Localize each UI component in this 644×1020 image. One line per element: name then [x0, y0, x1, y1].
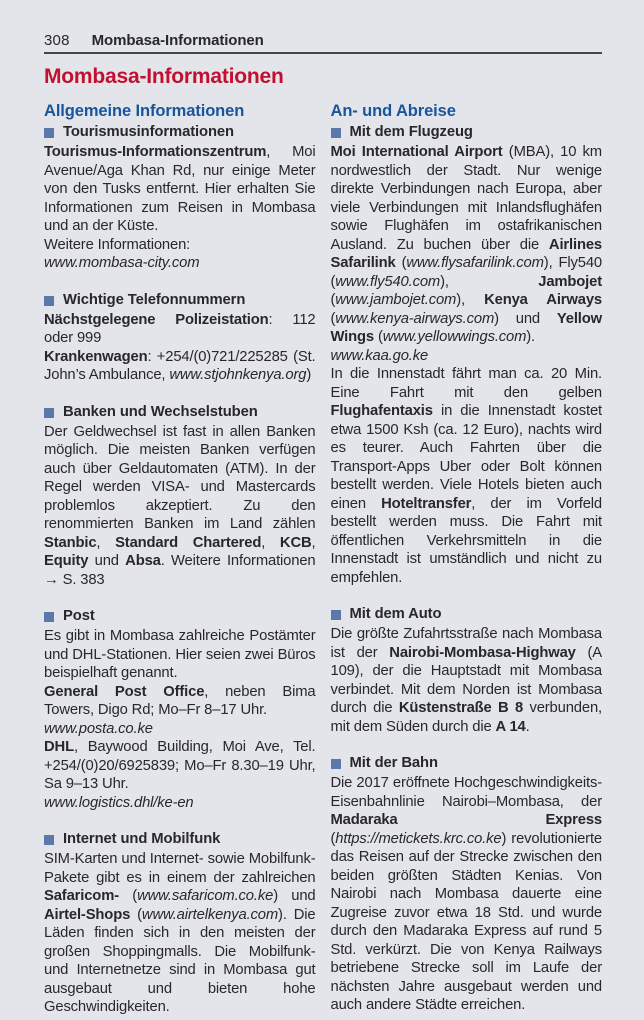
page-number: 308 [44, 32, 70, 49]
paragraph [44, 794, 316, 813]
subsection-title: Mit der Bahn [349, 755, 438, 771]
body-text: . [525, 718, 530, 735]
square-bullet-icon [331, 759, 341, 769]
body-text: : 112 oder 999 [44, 311, 316, 346]
square-bullet-icon [331, 610, 341, 620]
paragraph [44, 143, 316, 236]
subsection-heading [331, 754, 603, 773]
paragraph [44, 423, 316, 590]
subsection-heading [44, 291, 316, 310]
subsection-heading [44, 607, 316, 626]
paragraph [44, 627, 316, 683]
paragraph [331, 774, 603, 1015]
emphasized-text: General Post Office [44, 683, 205, 700]
column-heading-left: Allgemeine Informationen [44, 102, 245, 120]
subsection-heading [44, 123, 316, 142]
subsection-heading [44, 830, 316, 849]
body-text: (MBA), 10 km nordwestlich der Stadt. Nur wenige direkte Verbindungen nach Europa, aber viele Verbindungen mit Inlandsflughäfen sowie Flughäfen im ostafrikanischen Ausland. Zu buchen über die [330, 144, 602, 253]
paragraph [44, 683, 316, 720]
body-text: ) und [273, 888, 316, 904]
body-text: ), [440, 273, 539, 290]
column-heading-right: An- und Abreise [330, 102, 456, 120]
emphasized-text: Yellow Wings [330, 310, 602, 345]
section-mit-dem-flugzeug [331, 123, 603, 587]
url-text: www.jambojet.com [335, 292, 457, 308]
subsection-title: Post [63, 608, 95, 624]
paragraph [331, 625, 603, 736]
emphasized-text: KCB [279, 534, 312, 551]
emphasized-text: A 14 [495, 718, 526, 735]
subsection-title: Internet und Mobilfunk [63, 831, 221, 847]
square-bullet-icon [44, 612, 54, 622]
subsection-heading [331, 605, 603, 624]
column-left [44, 101, 316, 1017]
column-right [331, 101, 603, 1017]
body-text: ), Fly540 ( [330, 255, 602, 290]
section-internet-und-mobilfunk [44, 830, 316, 1017]
body-text: ( [374, 329, 383, 345]
columns [44, 101, 602, 1017]
url-text: www.kaa.go.ke [330, 347, 429, 364]
paragraph [331, 365, 603, 587]
square-bullet-icon [44, 128, 54, 138]
url-text: www.airtelkenya.com [141, 906, 279, 923]
paragraph [331, 347, 603, 366]
paragraph [44, 738, 316, 794]
subsection-title: Tourismusinformationen [63, 124, 234, 140]
emphasized-text: Absa [125, 553, 161, 569]
body-text: ( [130, 906, 142, 923]
body-text: ). Die Läden finden sich in den meisten der großen Shoppingmalls. Die Mobilfunk- und Internetnetze sind in Mombasa gut ausgebaut und bieten hohe Geschwindigkeiten. [44, 906, 316, 1015]
url-text: www.yellowwings.com [382, 329, 527, 345]
emphasized-text: Airtel-Shops [44, 906, 131, 923]
section-tourismusinformationen [44, 123, 316, 273]
body-text: , [96, 534, 116, 551]
emphasized-text: Airlines Safarilink [330, 236, 602, 271]
body-text: ( [395, 255, 407, 271]
chapter-title: Mombasa-Informationen [44, 65, 284, 88]
body-text: ), [456, 292, 485, 308]
section-wichtige-telefonnummern [44, 291, 316, 385]
emphasized-text: Kenya Airways [484, 292, 602, 308]
paragraph [331, 143, 603, 347]
emphasized-text: DHL [44, 739, 74, 755]
subsection-title: Wichtige Telefonnummern [63, 291, 246, 308]
emphasized-text: Küstenstraße B 8 [398, 700, 524, 716]
url-text: www.safaricom.co.ke [137, 888, 274, 904]
section-mit-dem-auto [331, 605, 603, 736]
body-text: In die Innenstadt fährt man ca. 20 Min. Eine Fahrt mit den gelben [330, 366, 602, 401]
body-text: , der im Vorfeld bestellt werden muss. Die Fahrt mit öffentlichen Verkehrsmitteln in die Innenstadt ist umständlich und nicht zu empfehlen. [330, 495, 602, 586]
body-text: ( [330, 830, 336, 847]
emphasized-text: Equity [44, 553, 89, 569]
subsection-heading [44, 403, 316, 422]
body-text: ). [526, 329, 536, 345]
paragraph [44, 720, 316, 739]
url-text: www.logistics.dhl/ke-en [44, 794, 194, 811]
emphasized-text: Tourismus-Informationszentrum [44, 144, 267, 160]
body-text: in die Innenstadt kostet etwa 1500 Ksh (ca. 12 Euro), nachts wird es teurer. Auch Fahrten über die Transport-Apps Uber oder Bolt können bestellt werden. Viele Hotels bieten auch einen [330, 403, 602, 512]
body-text: , [261, 534, 280, 551]
square-bullet-icon [44, 408, 54, 418]
emphasized-text: Madaraka Express [330, 812, 602, 828]
subsection-title: Mit dem Auto [349, 606, 442, 622]
url-text: www.flysafarilink.com [406, 255, 544, 271]
url-text: www.posta.co.ke [44, 720, 153, 737]
body-text: Der Geldwechsel ist fast in allen Banken möglich. Die meisten Banken verfügen auch über Geldautomaten (ATM). In der Regel werden VISA- und Mastercards problemlos akzeptiert. Zu den renommierten Banken im Land zählen [44, 423, 316, 532]
body-text: Die 2017 eröffnete Hochgeschwindigkeits-Eisenbahnlinie Nairobi–Mombasa, der [330, 775, 602, 810]
body-text: ( [330, 310, 336, 327]
body-text: SIM-Karten und Internet- sowie Mobilfunk-Pakete gibt es in einem der zahlreichen [44, 851, 316, 886]
body-text: und [88, 553, 126, 569]
emphasized-text: Hoteltransfer [381, 495, 472, 512]
paragraph [44, 850, 316, 1017]
url-text: www.mombasa-city.com [44, 255, 200, 271]
subsection-heading [331, 123, 603, 142]
body-text: (A 109), der die Hauptstadt mit Mombasa verbindet. Mit dem Norden ist Mombasa durch die [330, 644, 602, 716]
body-text: . Weitere Informationen → S. 383 [44, 553, 316, 588]
url-text: www.stjohnkenya.org [169, 367, 307, 383]
body-text: Weitere Informationen: [44, 236, 191, 253]
body-text: , [311, 534, 316, 551]
body-text: ) [306, 367, 312, 383]
url-text: https://metickets.krc.co.ke [335, 830, 502, 847]
running-head-title: Mombasa-Informationen [91, 32, 264, 49]
section-mit-der-bahn [331, 754, 603, 1015]
square-bullet-icon [44, 835, 54, 845]
paragraph [44, 236, 316, 255]
body-text: verbunden, mit dem Süden durch die [330, 700, 602, 735]
section-post [44, 607, 316, 812]
body-text: ( [330, 292, 336, 308]
subsection-title: Banken und Wechselstuben [63, 403, 258, 420]
emphasized-text: Nächstgelegene Polizeistation [44, 311, 269, 328]
body-text: ) und [494, 310, 557, 327]
body-text: , Baywood Building, Moi Ave, Tel. +254/(0)20/6925839; Mo–Fr 8.30–19 Uhr, Sa 9–13 Uhr. [44, 739, 316, 792]
emphasized-text: Jambojet [538, 273, 602, 290]
body-text: : +254/(0)721/225285 (St. John’s Ambulance, [44, 348, 316, 383]
paragraph [44, 254, 316, 273]
url-text: www.fly540.com [335, 273, 441, 290]
body-text: , neben Bima Towers, Digo Rd; Mo–Fr 8–17 Uhr. [44, 683, 316, 718]
paragraph [44, 348, 316, 385]
section-banken-und-wechselstuben [44, 403, 316, 590]
emphasized-text: Standard Chartered [115, 534, 262, 551]
body-text: ) revolutionierte das Reisen auf der Strecke zwischen den beiden größten Städten Kenias. Von Nairobi nach Mombasa dauerte eine Zugreise zuvor etwa 18 Std. und wurde durch den Madaraka Express auf rund 5 Std. verkürzt. Die von Kenya Railways betriebene Strecke soll im Laufe der nächsten Jahre ausgebaut werden und auch andere Städte erreichen. [330, 830, 602, 1013]
emphasized-text: Safaricom- [44, 888, 119, 904]
emphasized-text: Flughafentaxis [330, 403, 433, 419]
body-text: , Moi Avenue/Aga Khan Rd, nur einige Meter von den Tusks entfernt. Hier erhalten Sie Informationen zum Reisen in Mombasa und an der Küste. [44, 144, 316, 234]
paragraph [44, 311, 316, 348]
emphasized-text: Nairobi-Mombasa-Highway [389, 644, 576, 661]
url-text: www.kenya-airways.com [335, 310, 495, 327]
running-head [44, 32, 602, 54]
square-bullet-icon [331, 128, 341, 138]
square-bullet-icon [44, 296, 54, 306]
emphasized-text: Krankenwagen [44, 348, 148, 365]
body-text: Es gibt in Mombasa zahlreiche Postämter und DHL-Stationen. Hier seien zwei Büros beispielhaft genannt. [44, 628, 316, 681]
body-text: Die größte Zufahrtsstraße nach Mombasa ist der [330, 626, 602, 661]
emphasized-text: Stanbic [44, 534, 97, 551]
subsection-title: Mit dem Flugzeug [349, 124, 473, 140]
body-text: ( [118, 888, 138, 904]
emphasized-text: Moi International Airport [330, 144, 503, 160]
